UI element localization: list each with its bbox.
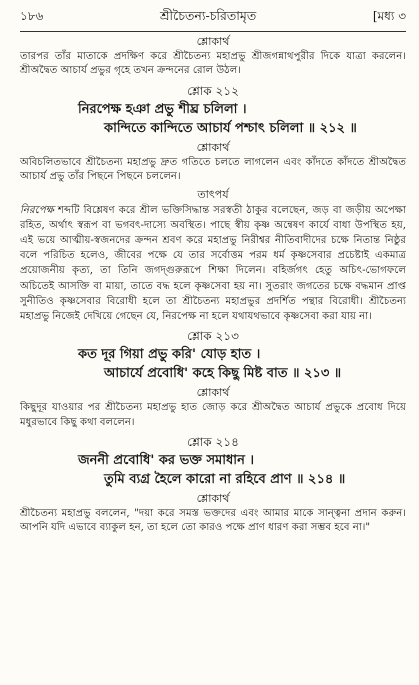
verse-212-line-1: নিরপেক্ষ হঞা প্রভু শীঘ্র চলিলা । bbox=[78, 101, 247, 117]
translation-paragraph: কিছুদূর যাওয়ার পর শ্রীচৈতন্য মহাপ্রভু হাত জোড় করে শ্রীঅদ্বৈত আচার্য প্রভুকে প্রবোধ দিয়ে মধুরভাবে কিছু কথা বললেন। bbox=[20, 402, 406, 428]
translation-paragraph: তারপর তাঁর মাতাকে প্রদক্ষিণ করে শ্রীচৈতন্য মহাপ্রভু শ্রীজগন্নাথপুরীর দিকে যাত্রা করলেন। শ্রীঅদ্বৈত আচার্য প্রভুর গৃহে তখন ক্রন্দনের রোল উঠল। bbox=[20, 51, 406, 77]
verse-title-212: শ্লোক ২১২ bbox=[187, 83, 239, 98]
translation-heading: শ্লোকার্থ bbox=[196, 492, 230, 506]
verse-title-213: শ্লোক ২১৩ bbox=[187, 329, 239, 344]
translation-paragraph: অবিচলিতভাবে শ্রীচৈতন্য মহাপ্রভু দ্রুত গতিতে চলতে লাগলেন এবং কাঁদতে কাঁদতে শ্রীঅদ্বৈত আচার্য প্রভু তাঁর পিছনে পিছনে চললেন। bbox=[20, 156, 406, 183]
chapter-section: [মধ্য ৩ bbox=[372, 9, 406, 23]
verse-213-line-2: আচার্যে প্রবোধি' কহে কিছু মিষ্ট বাত ॥ ২১৩ ॥ bbox=[104, 366, 342, 382]
verse-212-line-2: কান্দিতে কান্দিতে আচার্য পশ্চাৎ চলিলা ॥ ২১২ ॥ bbox=[104, 120, 357, 136]
verse-214-line-2: তুমি ব্যগ্র হৈলে কারো না রহিবে প্রাণ ॥ ২১৪ ॥ bbox=[104, 472, 346, 488]
translation-paragraph: শ্রীচৈতন্য মহাপ্রভু বললেন, "দয়া করে সমস্ত ভক্তদের এবং আমার মাকে সান্ত্বনা প্রদান করুন। আপনি যদি এভাবে ব্যাকুল হন, তা হলে তো কারও পক্ষে প্রাণ ধারণ করা সম্ভব হবে না।" bbox=[20, 508, 406, 534]
page-number: ১৮৬ bbox=[20, 9, 44, 23]
header-rule bbox=[20, 31, 406, 32]
translation-heading: শ্লোকার্থ bbox=[196, 35, 230, 48]
verse-213-line-1: কত দূর গিয়া প্রভু করি' যোড় হাত । bbox=[78, 347, 261, 363]
translation-heading: শ্লোকার্থ bbox=[196, 386, 230, 400]
running-title: শ্রীচৈতন্য-চরিতামৃত bbox=[160, 8, 257, 23]
translation-heading: শ্লোকার্থ bbox=[196, 140, 230, 154]
purport-text: শব্দটি বিশ্লেষণ করে শ্রীল ভক্তিসিদ্ধান্ত সরস্বতী ঠাকুর বলেছেন, জড় বা জড়ীয় অপেক্ষা রহিত, অর্থাৎ স্বরূপ বা ভগবৎ-দাস্যে অবস্থিত। পাছে স্বীয় কৃষ্ণ অন্বেষণ কার্যে বাধা উপস্থিত হয়, এই ভয়ে আত্মীয়-স্বজনদের ক্রন্দন শ্রবণ করে মহাপ্রভু নিরীশ্বর নীতিবাদীদের চক্ষে নিতান্ত নিষ্ঠুর বলে পরিচিত হলেও, জীবের পক্ষে যে তার সর্বোত্তম পরম ধর্ম কৃষ্ণসেবার প্রচেষ্টাই একমাত্র প্রয়োজনীয় কৃত্য, তা তিনি জগদ্গুরুরূপে শিক্ষা দিলেন। বহির্জগৎ হেতু অচিৎ-ভোগফলে অচিতেই আসক্তি বা মায়া, তাতে বদ্ধ হলে কৃষ্ণসেবা হয় না। সুতরাং জগতের চক্ষে বদ্ধমান প্রাপ্ত সুনীতিও কৃষ্ণসেবার বিরোধী হলে তা শ্রীচৈতন্য মহাপ্রভুর প্রদর্শিত পন্থার বিরোধী। শ্রীচৈতন্য মহাপ্রভু নিজেই দেখিয়ে গেছেন যে, নিরপেক্ষ না হলে যথাযথভাবে কৃষ্ণসেবা করা যায় না। bbox=[20, 204, 406, 323]
verse-title-214: শ্লোক ২১৪ bbox=[187, 435, 239, 450]
purport-heading: তাৎপর্য bbox=[197, 187, 229, 201]
purport-paragraph bbox=[20, 203, 406, 325]
verse-214-line-1: জননী প্রবোধি' কর ভক্ত সমাধান । bbox=[78, 453, 255, 469]
page-header bbox=[20, 6, 406, 28]
purport-keyword: নিরপেক্ষ bbox=[20, 204, 54, 216]
